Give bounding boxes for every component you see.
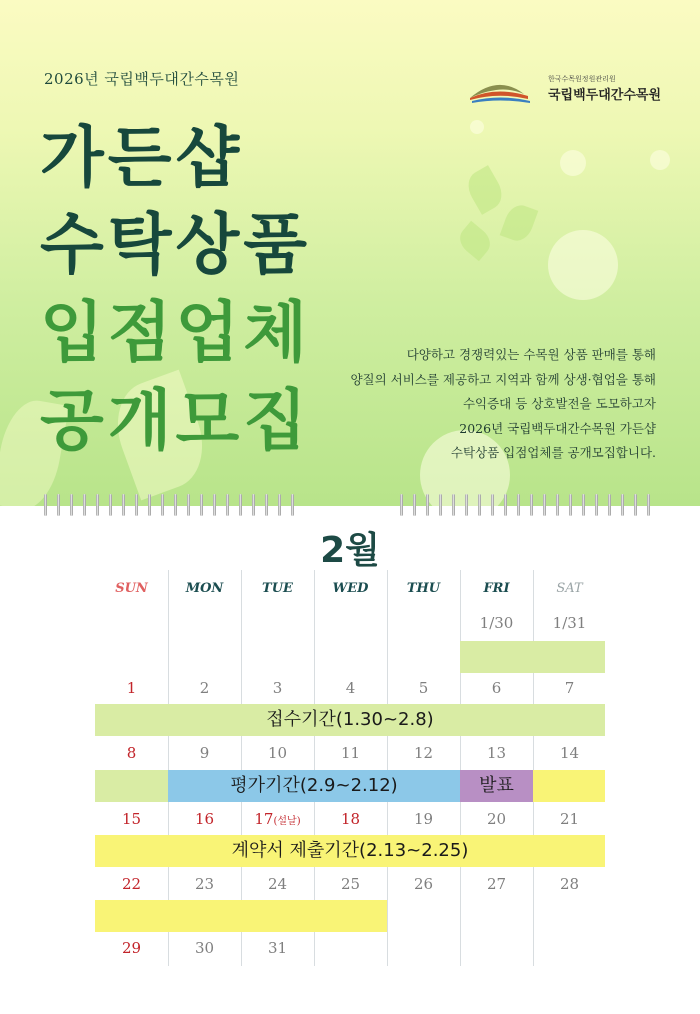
spiral-ring [213, 494, 216, 516]
day-cell: 26 [413, 875, 434, 893]
spiral-ring [452, 494, 455, 516]
spiral-binding-left [44, 494, 304, 518]
receipt-period-end [95, 770, 168, 802]
day-cell: 15 [121, 810, 142, 828]
spiral-ring [400, 494, 403, 516]
day-cell: 22 [121, 875, 142, 893]
hero-banner [0, 0, 700, 506]
spiral-binding-right [400, 494, 660, 518]
weekday-sat: SAT [556, 581, 583, 596]
spiral-ring [70, 494, 73, 516]
spiral-ring [57, 494, 60, 516]
contract-period-end [95, 900, 387, 932]
contract-period-start [533, 770, 605, 802]
spiral-ring [252, 494, 255, 516]
day-cell: 20 [486, 810, 507, 828]
spiral-ring [556, 494, 559, 516]
description-line: 수익증대 등 상호발전을 도모하고자 [462, 396, 656, 411]
day-cell: 13 [486, 744, 507, 762]
day-cell: 10 [267, 744, 288, 762]
day-cell: 30 [194, 939, 215, 957]
spiral-ring [426, 494, 429, 516]
spiral-ring [226, 494, 229, 516]
spiral-ring [122, 494, 125, 516]
spiral-ring [465, 494, 468, 516]
title-line-3: 입점업체 [40, 294, 312, 371]
day-cell: 7 [564, 679, 575, 697]
calendar-month: 2월 [320, 530, 380, 571]
weekday-fri: FRI [483, 581, 510, 596]
decor-bubble [470, 120, 484, 134]
day-cell: 16 [194, 810, 215, 828]
spiral-ring [582, 494, 585, 516]
spiral-ring [161, 494, 164, 516]
spiral-ring [200, 494, 203, 516]
day-cell: 24 [267, 875, 288, 893]
evaluation-period-bar: 평가기간(2.9~2.12) [168, 770, 460, 802]
decor-bubble [650, 150, 670, 170]
day-cell: 11 [340, 744, 361, 762]
calendar-grid [95, 570, 605, 966]
day-number: 17 [254, 810, 274, 828]
spiral-ring [621, 494, 624, 516]
spiral-ring [504, 494, 507, 516]
spiral-ring [291, 494, 294, 516]
day-cell: 25 [340, 875, 361, 893]
spiral-ring [174, 494, 177, 516]
spiral-ring [83, 494, 86, 516]
title-line-4: 공개모집 [40, 382, 312, 459]
year-organization: 2026년 국립백두대간수목원 [44, 70, 240, 88]
day-cell: 12 [413, 744, 434, 762]
day-cell: 1 [126, 679, 137, 697]
description-line: 수탁상품 입점업체를 공개모집합니다. [450, 445, 656, 460]
spiral-ring [96, 494, 99, 516]
holiday-label: (설날) [273, 816, 301, 827]
weekday-wed: WED [332, 581, 369, 596]
day-cell: 5 [418, 679, 429, 697]
day-cell: 8 [126, 744, 137, 762]
decor-leaf [454, 221, 495, 261]
weekday-mon: MON [185, 581, 224, 596]
day-cell: 23 [194, 875, 215, 893]
description-text [350, 343, 656, 466]
spiral-ring [569, 494, 572, 516]
spiral-ring [530, 494, 533, 516]
spiral-ring [109, 494, 112, 516]
day-cell: 1/31 [552, 614, 587, 632]
spiral-ring [278, 494, 281, 516]
day-cell: 4 [345, 679, 356, 697]
spiral-ring [265, 494, 268, 516]
spiral-ring [478, 494, 481, 516]
spiral-ring [491, 494, 494, 516]
title-line-2: 수탁상품 [40, 206, 312, 283]
spiral-ring [187, 494, 190, 516]
contract-period-bar: 계약서 제출기간(2.13~2.25) [95, 835, 605, 867]
logo-name: 국립백두대간수목원 [548, 88, 662, 103]
description-line: 양질의 서비스를 제공하고 지역과 함께 상생·협업을 통해 [350, 371, 656, 387]
day-cell: 28 [559, 875, 580, 893]
spiral-ring [44, 494, 47, 516]
spiral-ring [439, 494, 442, 516]
spiral-ring [595, 494, 598, 516]
day-cell: 19 [413, 810, 434, 828]
day-cell: 1/30 [479, 614, 514, 632]
day-cell: 31 [267, 939, 288, 957]
spiral-ring [608, 494, 611, 516]
weekday-thu: THU [406, 581, 441, 596]
description-line: 다양하고 경쟁력있는 수목원 상품 판매를 통해 [406, 347, 656, 362]
decor-bubble [560, 150, 586, 176]
receipt-period-bar: 접수기간(1.30~2.8) [95, 704, 605, 736]
decor-bubble [548, 230, 618, 300]
decor-leaf [462, 165, 508, 215]
day-cell: 27 [486, 875, 507, 893]
day-cell: 18 [340, 810, 361, 828]
day-cell: 2 [199, 679, 210, 697]
day-cell: 6 [491, 679, 502, 697]
decor-leaf [500, 201, 539, 244]
spiral-ring [413, 494, 416, 516]
holiday-cell [241, 810, 314, 828]
weekday-tue: TUE [262, 581, 293, 596]
spiral-ring [634, 494, 637, 516]
description-line: 2026년 국립백두대간수목원 가든샵 [459, 420, 656, 436]
logo-subtitle: 한국수목원정원관리원 [548, 75, 616, 83]
spiral-ring [135, 494, 138, 516]
day-cell: 3 [272, 679, 283, 697]
receipt-period-start [460, 641, 605, 673]
title-line-1: 가든샵 [40, 119, 244, 196]
weekday-sun: SUN [115, 581, 148, 596]
day-cell: 14 [559, 744, 580, 762]
spiral-ring [647, 494, 650, 516]
spiral-ring [517, 494, 520, 516]
announcement-bar: 발표 [460, 770, 533, 802]
spiral-ring [148, 494, 151, 516]
day-cell: 29 [121, 939, 142, 957]
day-cell: 21 [559, 810, 580, 828]
day-cell: 9 [199, 744, 210, 762]
spiral-ring [543, 494, 546, 516]
spiral-ring [239, 494, 242, 516]
